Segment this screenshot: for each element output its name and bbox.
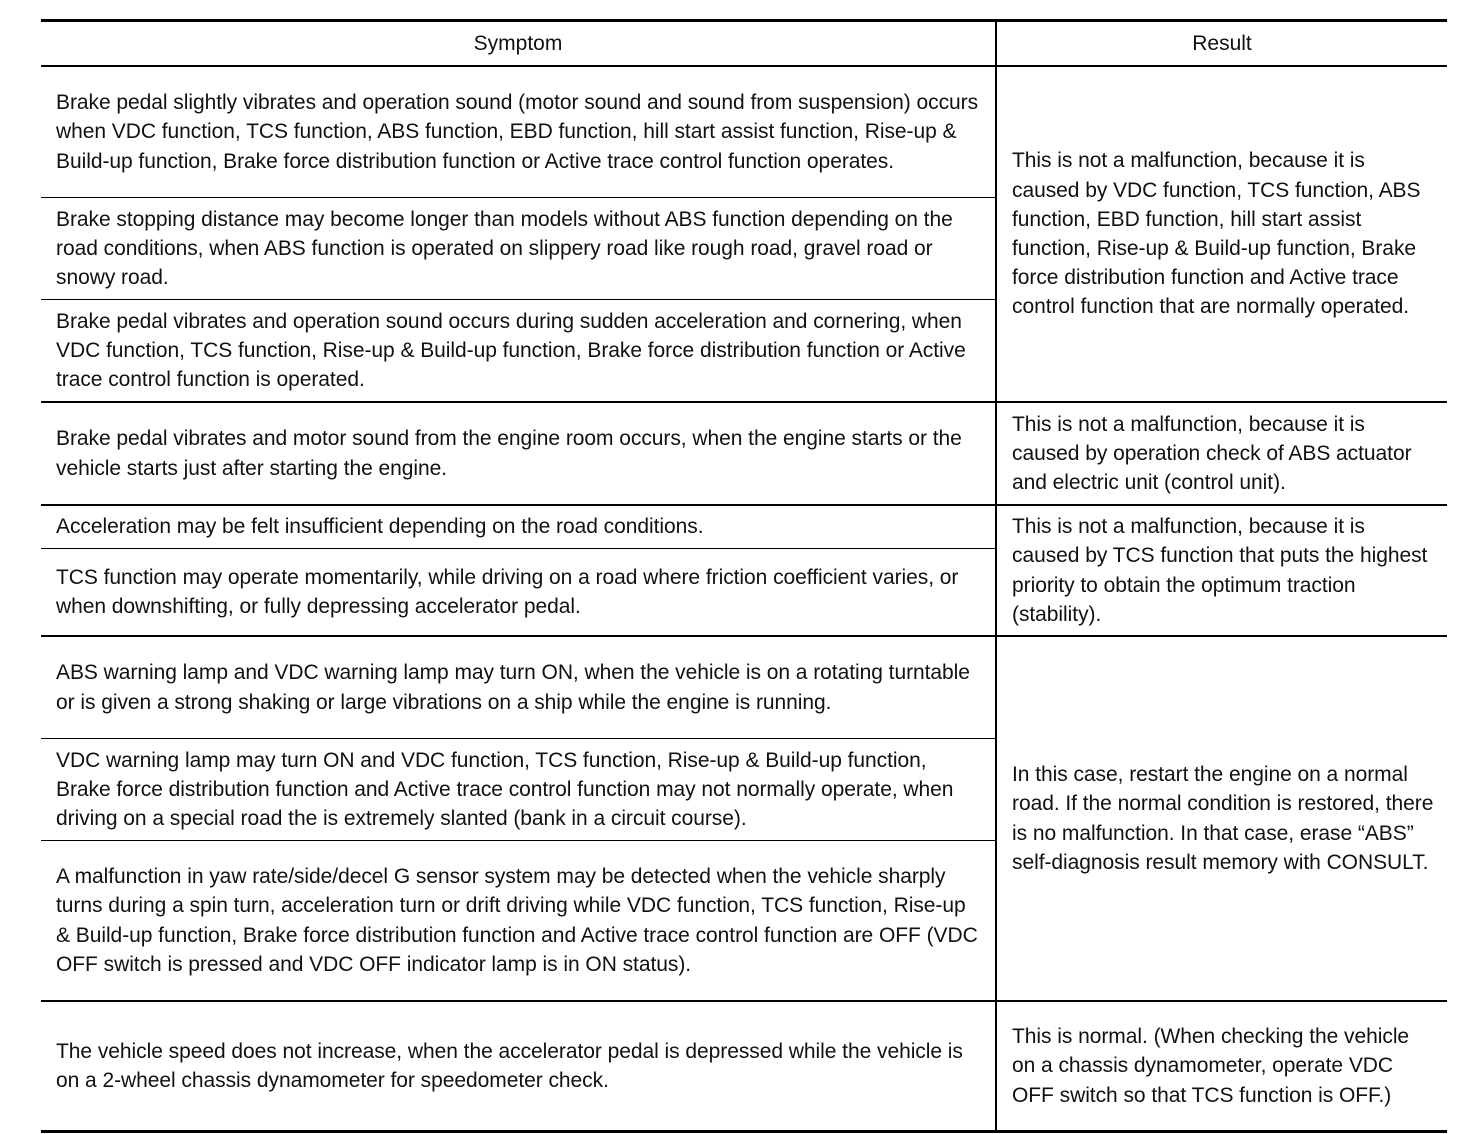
symptom-cell: Brake pedal vibrates and operation sound occurs during sudden acceleration and cornering, when VDC function, TCS function, Rise-up & Build-up function, Brake force distribution function or Active trace control function is operated.: [41, 300, 996, 403]
result-cell: This is not a malfunction, because it is caused by operation check of ABS actuator and electric unit (control unit).: [996, 402, 1447, 505]
symptom-cell: Brake pedal slightly vibrates and operation sound (motor sound and sound from suspension) occurs when VDC function, TCS function, ABS function, EBD function, hill start assist function, Rise-up & Build-up function, Brake force distribution function or Active trace control function operates.: [41, 66, 996, 198]
table-row: [41, 66, 1447, 198]
table-row: [41, 505, 1447, 549]
symptom-cell: Acceleration may be felt insufficient depending on the road conditions.: [41, 505, 996, 549]
result-header: Result: [996, 21, 1447, 67]
symptom-result-table: [41, 19, 1447, 1133]
table-row: [41, 1001, 1447, 1132]
symptom-cell: The vehicle speed does not increase, when the accelerator pedal is depressed while the vehicle is on a 2-wheel chassis dynamometer for speedometer check.: [41, 1001, 996, 1132]
result-cell: This is not a malfunction, because it is caused by VDC function, TCS function, ABS function, EBD function, hill start assist function, Rise-up & Build-up function, Brake force distribution function and Active trace control function that are normally operated.: [996, 66, 1447, 402]
result-cell: This is not a malfunction, because it is caused by TCS function that puts the highest priority to obtain the optimum traction (stability).: [996, 505, 1447, 636]
result-cell: In this case, restart the engine on a normal road. If the normal condition is restored, there is no malfunction. In that case, erase “ABS” self-diagnosis result memory with CONSULT.: [996, 636, 1447, 1001]
symptom-cell: TCS function may operate momentarily, while driving on a road where friction coefficient varies, or when downshifting, or fully depressing accelerator pedal.: [41, 549, 996, 637]
table-row: [41, 636, 1447, 739]
result-cell: This is normal. (When checking the vehicle on a chassis dynamometer, operate VDC OFF switch so that TCS function is OFF.): [996, 1001, 1447, 1132]
symptom-cell: VDC warning lamp may turn ON and VDC function, TCS function, Rise-up & Build-up function, Brake force distribution function and Active trace control function may not normally operate, when driving on a special road the is extremely slanted (bank in a circuit course).: [41, 739, 996, 841]
header-row: [41, 21, 1447, 67]
symptom-header: Symptom: [41, 21, 996, 67]
symptom-cell: ABS warning lamp and VDC warning lamp may turn ON, when the vehicle is on a rotating turntable or is given a strong shaking or large vibrations on a ship while the engine is running.: [41, 636, 996, 739]
symptom-cell: Brake stopping distance may become longer than models without ABS function depending on the road conditions, when ABS function is operated on slippery road like rough road, gravel road or snowy road.: [41, 198, 996, 300]
symptom-cell: A malfunction in yaw rate/side/decel G sensor system may be detected when the vehicle sharply turns during a spin turn, acceleration turn or drift driving while VDC function, TCS function, Rise-up & Build-up function, Brake force distribution function and Active trace control function are OFF (VDC OFF switch is pressed and VDC OFF indicator lamp is in ON status).: [41, 841, 996, 1002]
symptom-cell: Brake pedal vibrates and motor sound from the engine room occurs, when the engine starts or the vehicle starts just after starting the engine.: [41, 402, 996, 505]
table-row: [41, 402, 1447, 505]
